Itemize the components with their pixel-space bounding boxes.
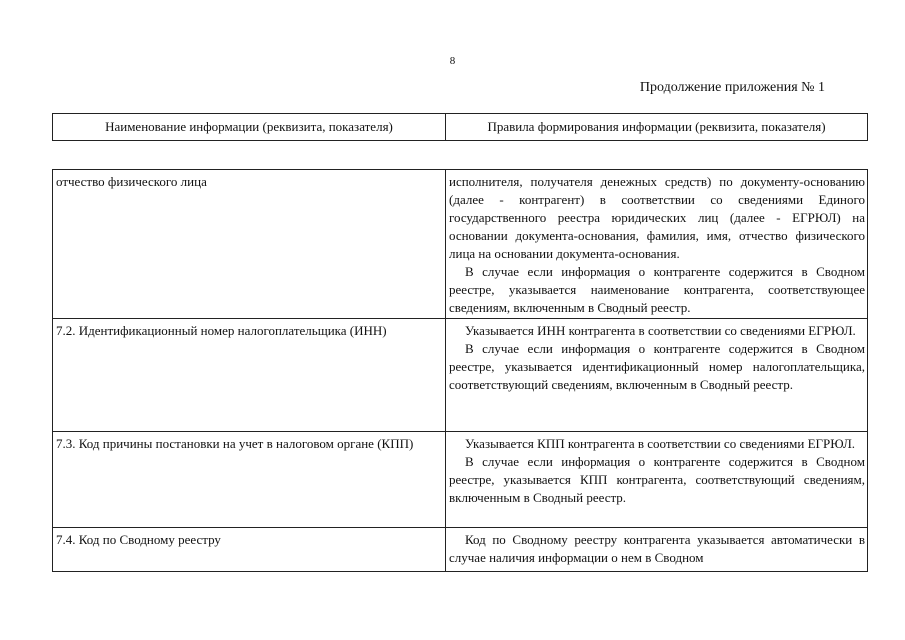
row-rules	[446, 432, 868, 528]
row-rules	[446, 319, 868, 432]
row-name: 7.4. Код по Сводному реестру	[53, 528, 446, 572]
rule-paragraph: В случае если информация о контрагенте содержится в Сводном реестре, указывается идентификационный номер налогоплательщика, соответствующий сведениям, включенным в Сводный реестр.	[449, 341, 865, 392]
rule-paragraph: исполнителя, получателя денежных средств) по документу-основанию (далее - контрагент) в соответствии со сведениями Единого государственного реестра юридических лиц (далее - ЕГРЮЛ) на основании документа-основания, фамилия, имя, отчество физического лица на основании документа-основания.	[449, 174, 865, 261]
rule-paragraph: В случае если информация о контрагенте содержится в Сводном реестре, указывается КПП контрагента, соответствующий сведениям, включенным в Сводный реестр.	[449, 454, 865, 505]
header-row	[53, 114, 868, 141]
table-row	[53, 528, 868, 572]
table-row	[53, 432, 868, 528]
row-name: 7.2. Идентификационный номер налогоплательщика (ИНН)	[53, 319, 446, 432]
header-col-rules: Правила формирования информации (реквизита, показателя)	[446, 114, 868, 141]
row-rules	[446, 528, 868, 572]
continuation-label: Продолжение приложения № 1	[639, 80, 825, 95]
rule-paragraph: В случае если информация о контрагенте содержится в Сводном реестре, указывается наименование контрагента, соответствующее сведениям, включенным в Сводный реестр.	[449, 264, 865, 315]
table-row	[53, 170, 868, 319]
table-body	[52, 169, 868, 572]
rule-paragraph: Указывается ИНН контрагента в соответствии со сведениями ЕГРЮЛ.	[465, 323, 856, 338]
header-col-name: Наименование информации (реквизита, показателя)	[53, 114, 446, 141]
row-name: 7.3. Код причины постановки на учет в налоговом органе (КПП)	[53, 432, 446, 528]
table-header	[52, 113, 868, 141]
page-number: 8	[449, 55, 456, 67]
table-row	[53, 319, 868, 432]
row-name: отчество физического лица	[53, 170, 446, 319]
row-rules	[446, 170, 868, 319]
rule-paragraph: Код по Сводному реестру контрагента указывается автоматически в случае наличия информации о нем в Сводном	[449, 532, 865, 565]
rule-paragraph: Указывается КПП контрагента в соответствии со сведениями ЕГРЮЛ.	[465, 436, 856, 451]
